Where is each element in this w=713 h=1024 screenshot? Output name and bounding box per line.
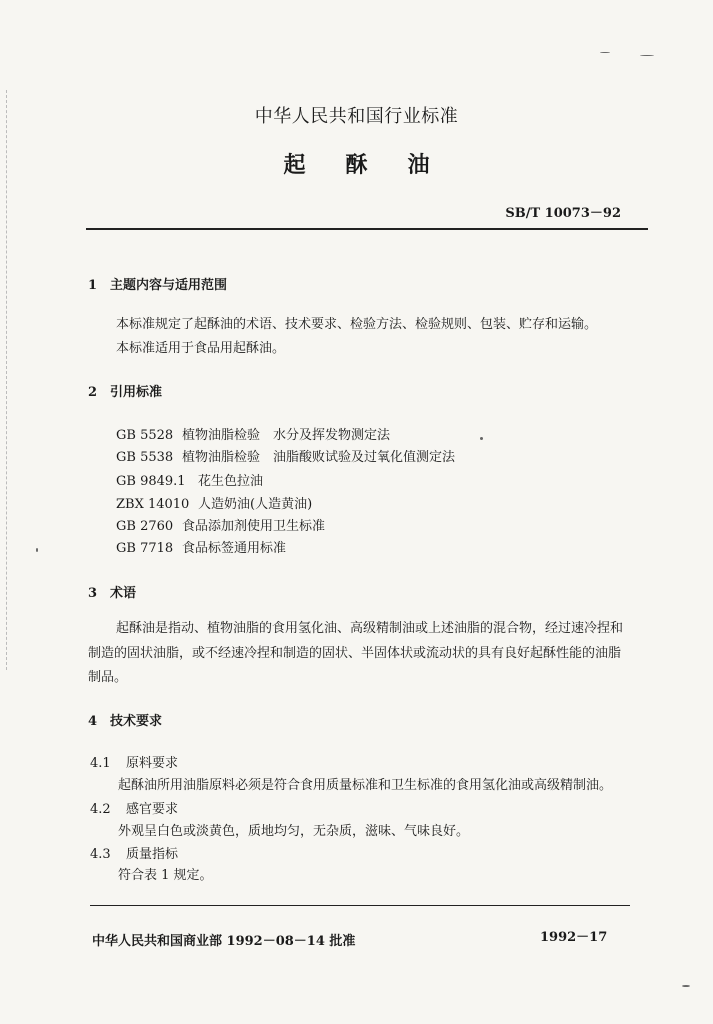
subsection-4-1-text: 起酥油所用油脂原料必须是符合食用质量标准和卫生标准的食用氢化油或高级精制油。 [118,778,613,793]
reference-title: 食品添加剂使用卫生标准 [182,519,326,534]
section-number: 4 [88,714,98,729]
section-number: 1 [88,278,98,293]
scan-speck [682,985,690,987]
scan-speck [600,52,610,53]
section-3-heading [88,582,136,601]
section-number: 2 [88,385,98,400]
subsection-title: 原料要求 [126,756,179,771]
reference-code: GB 5528 [116,428,174,443]
footer-rule [90,905,630,906]
section-title: 引用标准 [110,385,163,400]
subsection-4-1-heading [90,752,178,771]
reference-code: ZBX 14010 [116,497,190,512]
section-title: 技术要求 [110,714,163,729]
reference-title: 食品标签通用标准 [182,541,287,556]
reference-item [116,446,455,465]
subsection-4-2-text: 外观呈白色或淡黄色，质地均匀，无杂质，滋味、气味良好。 [118,824,470,839]
reference-code: GB 2760 [116,519,174,534]
section-title: 主题内容与适用范围 [110,278,228,293]
subsection-number: 4.1 [90,756,111,771]
reference-code: GB 5538 [116,450,174,465]
scan-speck [480,437,483,440]
reference-code: GB 7718 [116,541,174,556]
subsection-title: 质量指标 [126,847,179,862]
approval-note: 中华人民共和国商业部 1992－08－14 批准 [92,934,356,949]
reference-item [116,537,286,556]
document-title: 起酥油 [283,152,470,178]
subsection-number: 4.2 [90,802,111,817]
section-2-heading [88,381,162,400]
standard-code: SB/T 10073－92 [505,206,621,221]
reference-item [116,470,263,489]
subsection-4-3-text: 符合表 1 规定。 [118,868,213,883]
reference-item [116,515,325,534]
subsection-number: 4.3 [90,847,111,862]
implementation-date: 1992－17 [540,930,608,945]
subsection-4-2-heading [90,798,178,817]
subsection-4-3-heading [90,843,178,862]
section-number: 3 [88,586,98,601]
reference-title: 植物油脂检验 水分及挥发物测定法 [182,428,391,443]
definition-line-1: 起酥油是指动、植物油脂的食用氢化油、高级精制油或上述油脂的混合物，经过速冷捏和 [116,621,624,636]
section-1-paragraph-1: 本标准规定了起酥油的术语、技术要求、检验方法、检验规则、包装、贮存和运输。 [116,317,598,332]
definition-line-3: 制品。 [88,670,128,685]
reference-title: 植物油脂检验 油脂酸败试验及过氧化值测定法 [182,450,456,465]
subsection-title: 感官要求 [126,802,179,817]
section-1-paragraph-2: 本标准适用于食品用起酥油。 [116,341,286,356]
scan-speck [36,548,38,552]
reference-title: 花生色拉油 [198,474,264,489]
section-4-heading [88,710,162,729]
definition-line-2: 制造的固状油脂，或不经速冷捏和制造的固状、半固体状或流动状的具有良好起酥性能的油脂 [88,646,622,661]
section-title: 术语 [110,586,137,601]
scan-speck [640,55,654,56]
reference-code: GB 9849.1 [116,474,186,489]
organization-header: 中华人民共和国行业标准 [254,106,459,127]
section-1-heading [88,274,227,293]
reference-title: 人造奶油(人造黄油) [198,497,313,512]
header-rule [86,228,648,230]
reference-item [116,493,312,512]
reference-item [116,424,390,443]
